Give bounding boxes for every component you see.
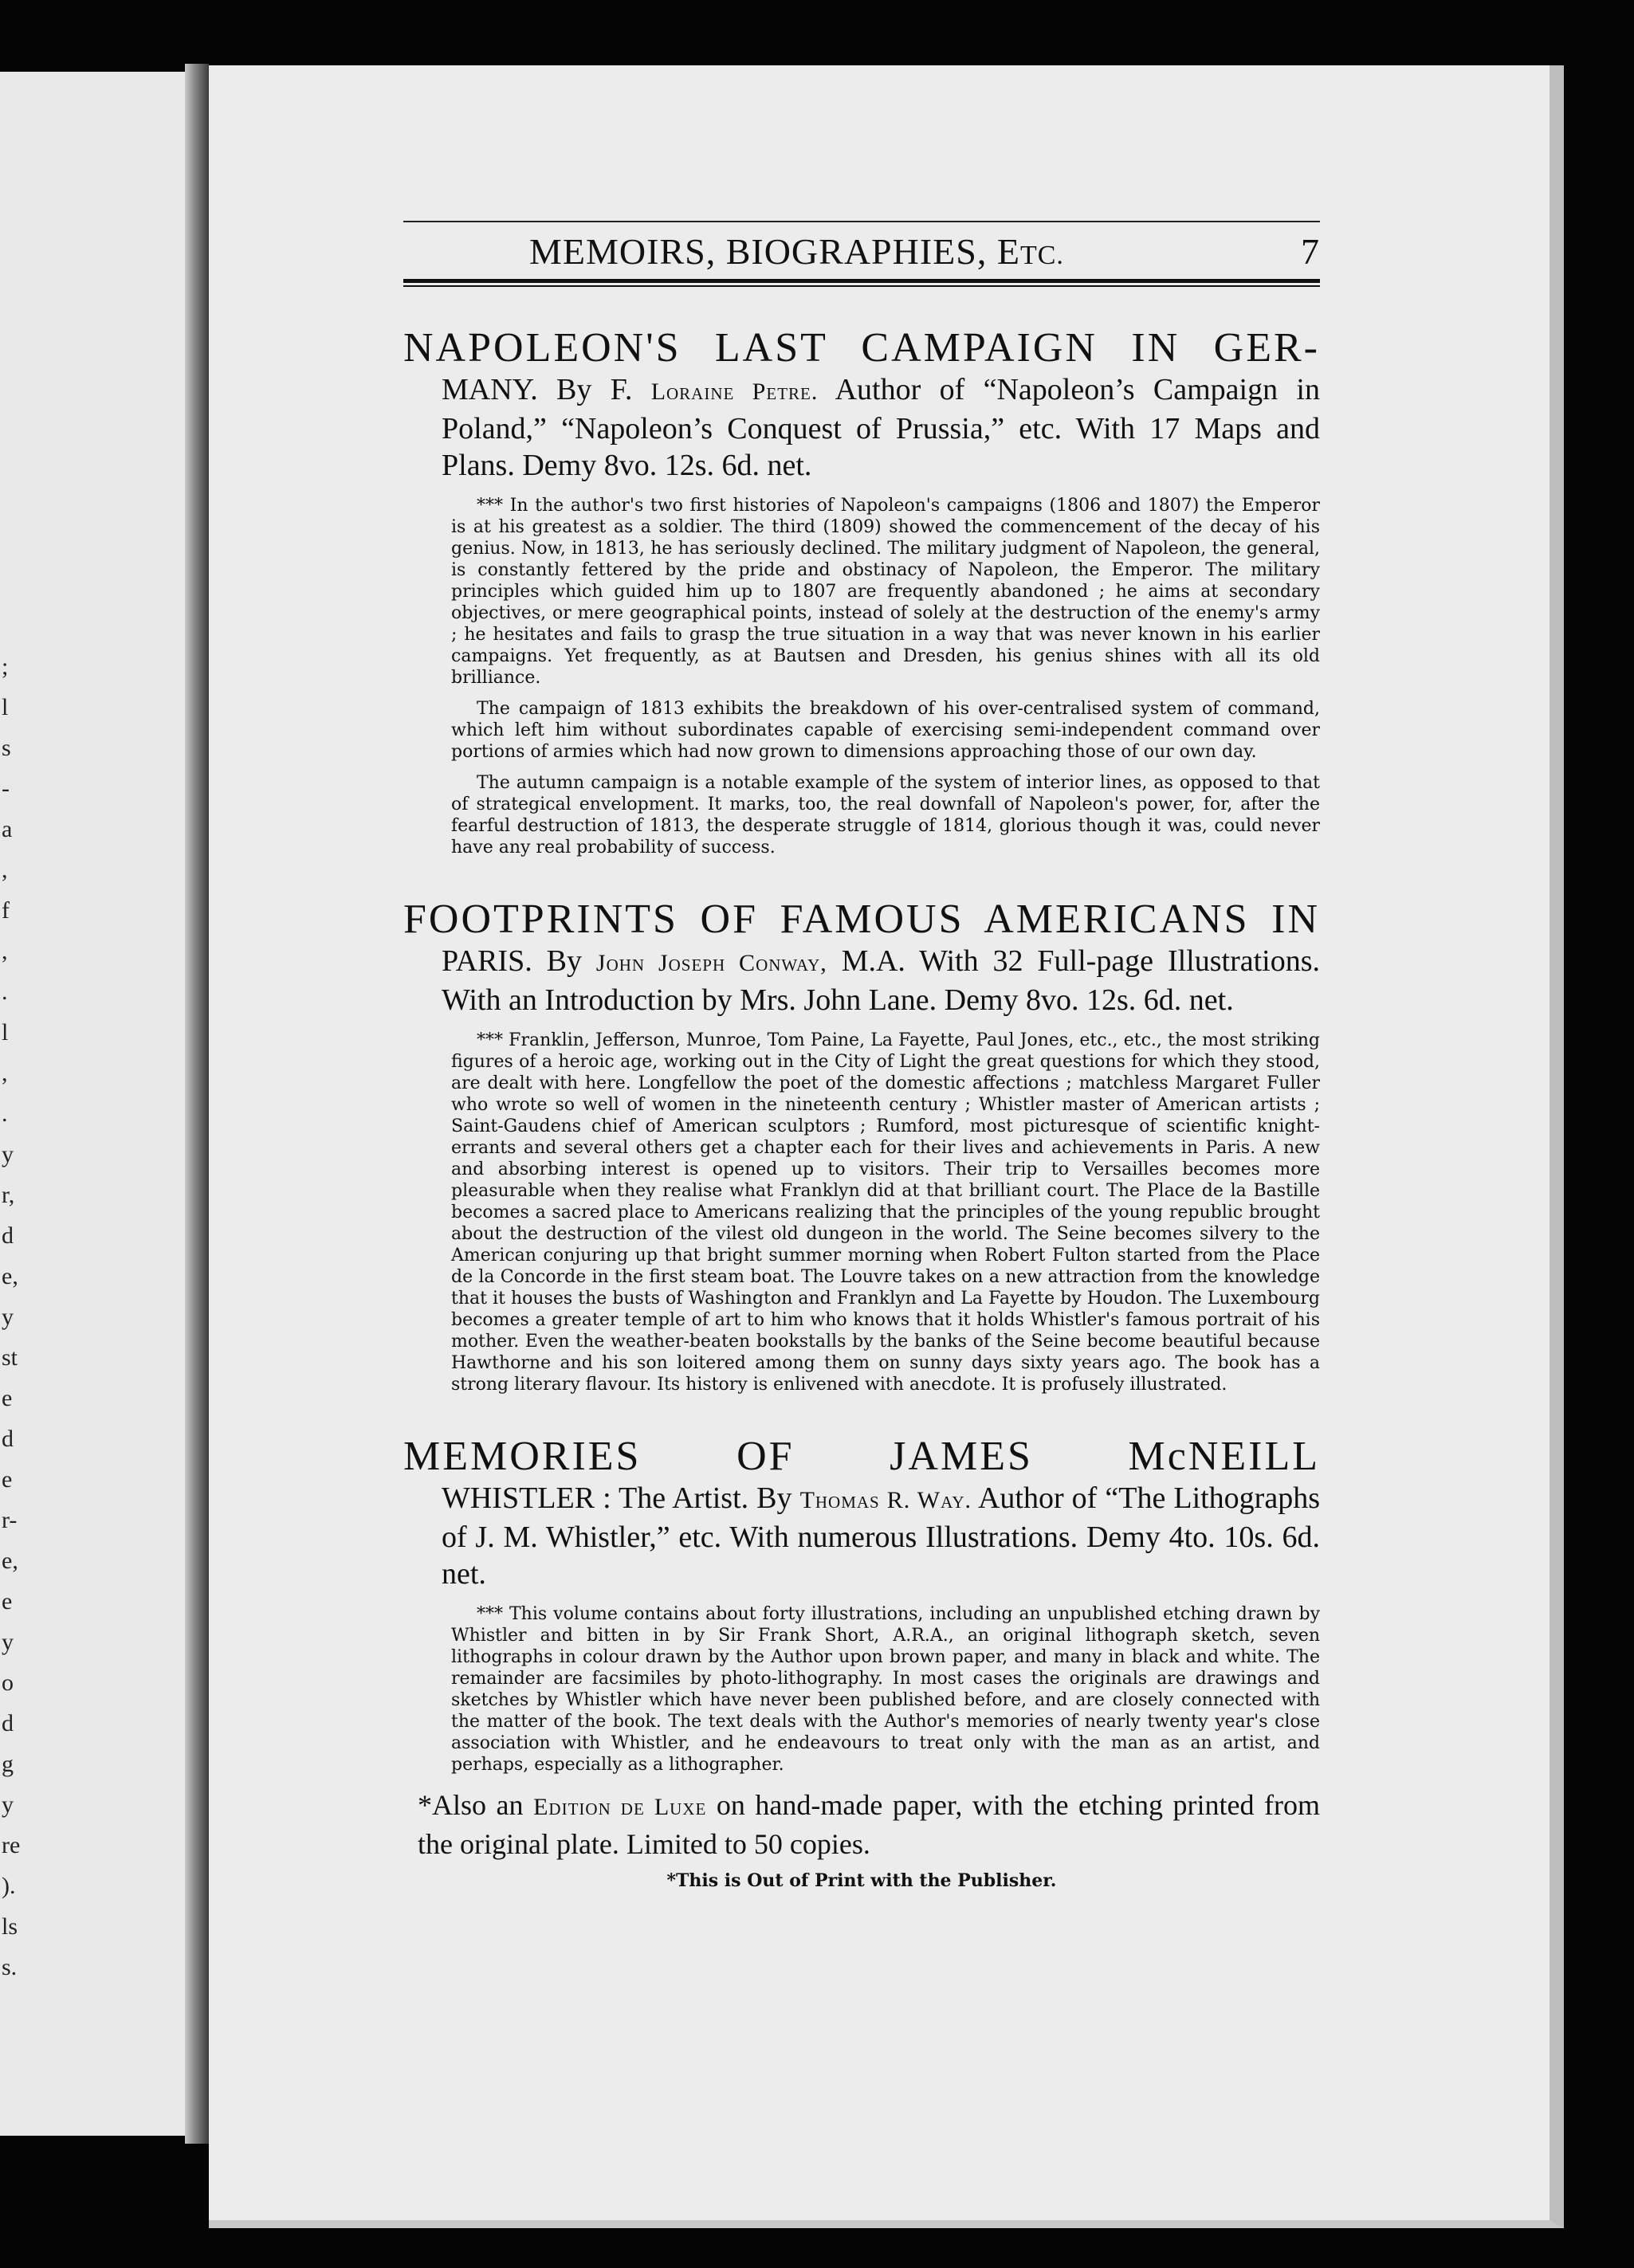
entry-details-rest: Author of “Napoleon’s Campaign in Poland,” “Napoleon’s Conquest of Prussia,” etc. With 17 Maps and Plans. Demy 8vo. 12s. 6d. net. [442,373,1320,482]
facing-page-fragment: , [2,857,8,883]
facing-page-fragment: y [2,1629,14,1655]
facing-page-fragment: d [2,1222,14,1249]
deluxe-note [418,1787,1320,1862]
book-page [209,65,1564,2228]
entry-description [451,1030,1320,1395]
description-paragraph: *** This volume contains about forty illustrations, including an unpublished etching drawn by Whistler and bitten in by Sir Frank Short, A.R.A., an original lithograph sketch, seven lithographs in colour drawn by the Author upon brown paper, and many in black and white. The remainder are facsimiles by photo-lithography. In most cases the originals are drawings and sketches by Whistler which have never been published before, and are closely connected with the matter of the book. The text deals with the Author's memories of nearly twenty year's close association with Whistler, and he endeavours to treat only with the man as an artist, and perhaps, especially as a lithographer. [451,1604,1320,1775]
entry-description [451,495,1320,858]
entry-details [442,1480,1320,1592]
facing-page-fragment: e, [2,1548,18,1574]
facing-page-fragment: y [2,1141,14,1167]
facing-page-fragment: e [2,1385,13,1411]
entry-author: John Joseph Conway, [595,950,827,976]
page-number: 7 [1301,231,1320,272]
facing-page-fragment: . [2,1101,8,1127]
entry-details [442,943,1320,1018]
facing-page-fragments [0,0,24,2268]
facing-page-fragment: , [2,938,8,964]
description-paragraph: *** Franklin, Jefferson, Munroe, Tom Paine, La Fayette, Paul Jones, etc., etc., the most striking figures of a heroic age, working out in the City of Light the great questions for which they stood, are dealt with here. Longfellow the poet of the domestic affections ; matchless Margaret Fuller who wrote so well of women in the nineteenth century ; Whistler master of American artists ; Saint-Gaudens chief of American sculptors ; Rumford, most picturesque of scientific knight-errants and several others get a chapter each for their lives and achievements in Paris. A new and absorbing interest is opened up to visitors. Their trip to Versailles becomes more pleasurable when they realise what Franklyn did at that brilliant court. The Place de la Bastille becomes a sacred place to Americans realizing that the principles of the young republic brought about the destruction of the vilest old dungeon in the world. The Seine becomes silvery to the American conjuring up that bright summer morning when Robert Fulton started from the Place de la Concorde in the first steam boat. The Louvre takes on a new attraction from the knowledge that it houses the busts of Washington and Franklyn and La Fayette by Houdon. The Luxembourg becomes a greater temple of art to him who knows that it holds Whistler's famous portrait of his mother. Even the weather-beaten bookstalls by the banks of the Seine become beautiful because Hawthorne and his son loitered among them on sunny days sixty years ago. The book has a strong literary flavour. Its history is enlivened with anecdote. It is profusely illustrated. [451,1030,1320,1395]
book-entry [403,1434,1320,1776]
entry-details-rest: M.A. With 32 Full-page Illustrations. With an Introduction by Mrs. John Lane. Demy 8vo. 12s. 6d. net. [442,944,1320,1017]
facing-page-fragment: o [2,1670,14,1696]
facing-page-fragment: - [2,775,10,802]
header-rule [403,221,1320,222]
facing-page-fragment: g [2,1751,14,1777]
facing-page-fragment: re [2,1832,21,1858]
facing-page-fragment: , [2,1060,8,1086]
entry-details-lead: MANY. By F. [442,373,633,406]
facing-page-fragment: ls [2,1913,18,1940]
entry-title: MEMORIES OF JAMES McNEILL [403,1434,1320,1479]
facing-page-fragment: y [2,1791,14,1818]
facing-page-fragment: ). [2,1873,16,1899]
entry-details-lead: WHISTLER : The Artist. By [442,1481,792,1515]
facing-page-edge [0,72,198,2136]
deluxe-edition: Edition de Luxe [533,1794,707,1820]
book-entries [403,325,1519,1776]
entry-description [451,1603,1320,1776]
out-of-print-note: *This is Out of Print with the Publisher. [666,1870,1057,1891]
facing-page-fragment: r- [2,1507,18,1533]
facing-page-fragment: s [2,735,11,761]
entry-title: FOOTPRINTS OF FAMOUS AMERICANS IN [403,897,1320,942]
description-paragraph: The campaign of 1813 exhibits the breakdown of his over-centralised system of command, which left him without subordinates capable of exercising semi-independent command over portions of armies which had now grown to dimensions approaching those of our own day. [451,699,1320,762]
facing-page-fragment: f [2,897,10,924]
running-head-etc-cap: E [996,231,1020,272]
facing-page-fragment: l [2,694,9,720]
running-head-etc: TC. [1019,241,1064,270]
description-paragraph: *** In the author's two first histories of Napoleon's campaigns (1806 and 1807) the Emperor is at his greatest as a soldier. The third (1809) showed the commencement of the decay of his genius. Now, in 1813, he has seriously declined. The military judgment of Napoleon, the general, is constantly fettered by the pride and obstinacy of Napoleon, the Emperor. The military principles which guided him up to 1807 are frequently abandoned ; he aims at secondary objectives, or mere geographical points, instead of solely at the destruction of the enemy's army ; he hesitates and fails to grasp the true situation in a way that was never known in his earlier campaigns. Yet frequently, as at Bautsen and Dresden, his genius shines with all its old brilliance. [451,496,1320,688]
facing-page-fragment: l [2,1019,9,1046]
running-head-title [529,230,1064,273]
facing-page-fragment: ; [2,653,9,680]
book-entry [403,325,1320,858]
entry-details-lead: PARIS. By [442,944,582,978]
entry-title: NAPOLEON'S LAST CAMPAIGN IN GER- [403,325,1320,371]
facing-page-fragment: d [2,1710,14,1736]
book-entry [403,897,1320,1395]
facing-page-fragment: d [2,1426,14,1452]
binding-gutter [185,64,209,2144]
header-double-rule [403,279,1320,287]
page-content [403,221,1519,1891]
running-head-text: MEMOIRS, BIOGRAPHIES, [529,231,988,272]
facing-page-fragment: st [2,1344,18,1371]
entry-details-rest: Author of “The Lithographs of J. M. Whistler,” etc. With numerous Illustrations. Demy 4to. 10s. 6d. net. [442,1481,1320,1591]
facing-page-fragment: e [2,1588,13,1615]
description-paragraph: The autumn campaign is a notable example of the system of interior lines, as opposed to that of strategical envelopment. It marks, too, the real downfall of Napoleon's power, for, after the fearful destruction of 1813, the desperate struggle of 1814, glorious though it was, could never have any real probability of success. [451,773,1320,857]
facing-page-fragment: e, [2,1263,18,1289]
facing-page-fragment: y [2,1304,14,1330]
entry-author: Thomas R. Way. [799,1487,972,1513]
facing-page-fragment: . [2,979,8,1005]
deluxe-lead: *Also an [418,1789,524,1821]
facing-page-fragment: a [2,816,13,842]
facing-page-fragment: s. [2,1954,18,1980]
facing-page-fragment: e [2,1466,13,1493]
entry-details [442,371,1320,484]
facing-page-fragment: r, [2,1182,15,1208]
running-head [403,227,1320,277]
deluxe-rest: on hand-made paper, with the etching printed from the original plate. Limited to 50 copies. [418,1789,1321,1860]
entry-author: Loraine Petre. [650,379,819,405]
